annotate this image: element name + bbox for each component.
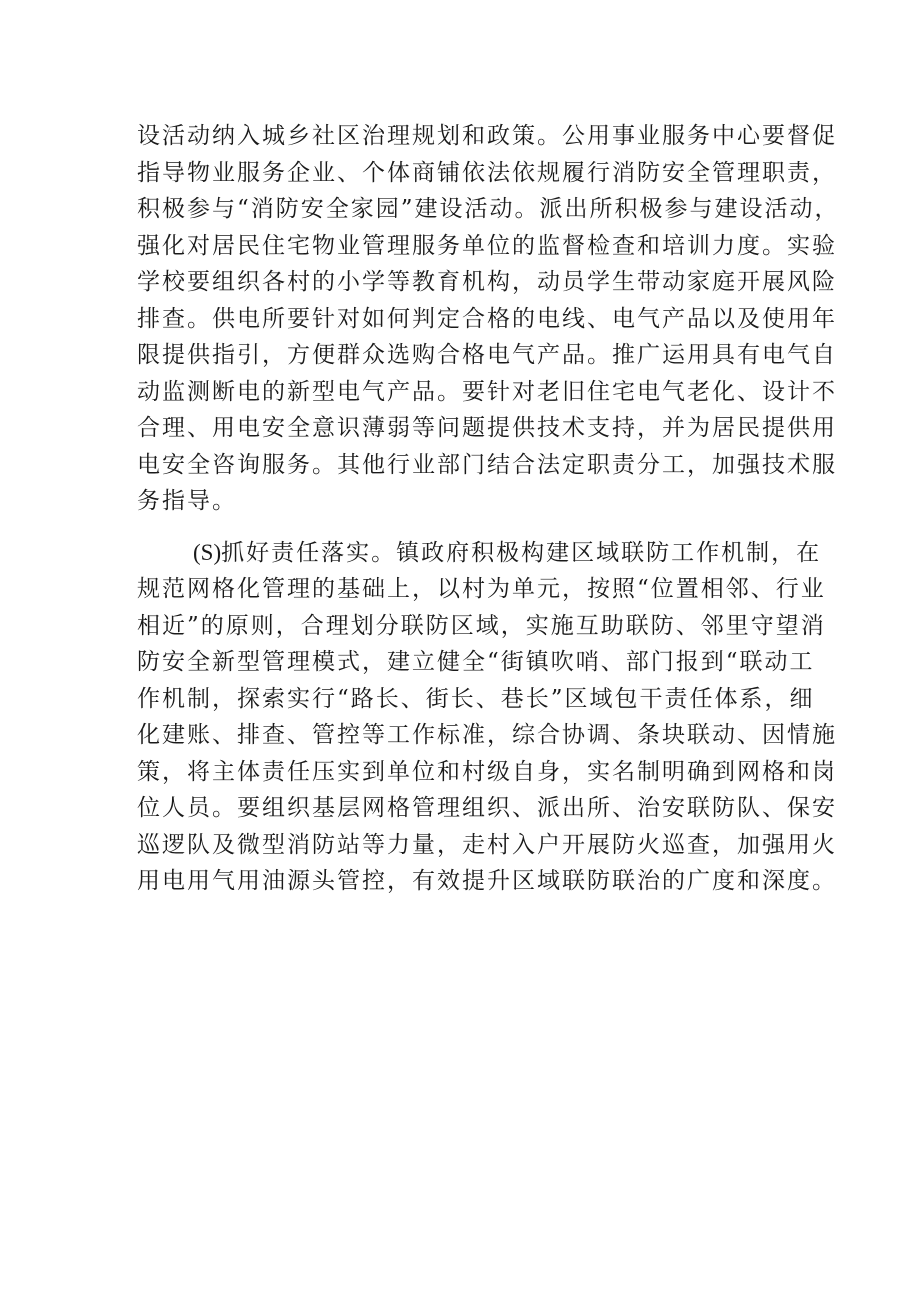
paragraph-2-first-line (137, 535, 822, 572)
paragraph-2-line: 化建账、排查、管控等工作标准，综合协调、条块联动、因情施 (137, 722, 837, 748)
paragraph-1-line: 务指导。 (137, 488, 237, 514)
paragraph-2-line: 位人员。要组织基层网格管理组织、派出所、治安联防队、保安 (137, 795, 837, 821)
paragraph-2-line: 用电用气用油源头管控，有效提升区域联防联治的广度和深度。 (137, 868, 837, 894)
paragraph-1-line: 动监测断电的新型电气产品。要针对老旧住宅电气老化、设计不 (137, 378, 837, 405)
section-marker: (S) (193, 539, 222, 565)
paragraph-2-line: 规范网格化管理的基础上，以村为单元，按照“位置相邻、行业 (137, 576, 826, 602)
paragraph-1-line: 积极参与“消防安全家园”建设活动。派出所积极参与建设活动， (137, 196, 840, 222)
paragraph-1-line: 电安全咨询服务。其他行业部门结合法定职责分工，加强技术服 (137, 451, 837, 478)
paragraph-1-line: 指导物业服务企业、个体商铺依法依规履行消防安全管理职责， (137, 159, 837, 186)
paragraph-2-line: 防安全新型管理模式，建立健全“街镇吹哨、部门报到“联动工 (137, 649, 815, 675)
paragraph-2 (137, 535, 837, 900)
paragraph-1-line: 设活动纳入城乡社区治理规划和政策。公用事业服务中心要督促 (137, 123, 837, 149)
paragraph-1-line: 强化对居民住宅物业管理服务单位的监督检查和培训力度。实验 (137, 232, 837, 259)
paragraph-1 (137, 118, 840, 520)
paragraph-1-line: 限提供指引，方便群众选购合格电气产品。推广运用具有电气自 (137, 342, 837, 368)
paragraph-2-line: 巡逻队及微型消防站等力量，走村入户开展防火巡查，加强用火 (137, 831, 837, 858)
document-body (137, 118, 840, 900)
paragraph-1-line: 合理、用电安全意识薄弱等问题提供技术支持，并为居民提供用 (137, 415, 837, 441)
paragraph-1-line: 排查。供电所要针对如何判定合格的电线、电气产品以及使用年 (137, 305, 837, 332)
paragraph-2-line: 作机制，探索实行“路长、街长、巷长”区域包干责任体系，细 (137, 685, 815, 712)
paragraph-2-line: 抓好责任落实。镇政府积极构建区域联防工作机制，在 (221, 539, 822, 566)
paragraph-2-line: 相近”的原则，合理划分联防区域，实施互助联防、邻里守望消 (137, 612, 826, 639)
paragraph-2-line: 策，将主体责任压实到单位和村级自身，实名制明确到网格和岗 (137, 758, 837, 785)
paragraph-1-line: 学校要组织各村的小学等教育机构，动员学生带动家庭开展风险 (137, 269, 837, 295)
